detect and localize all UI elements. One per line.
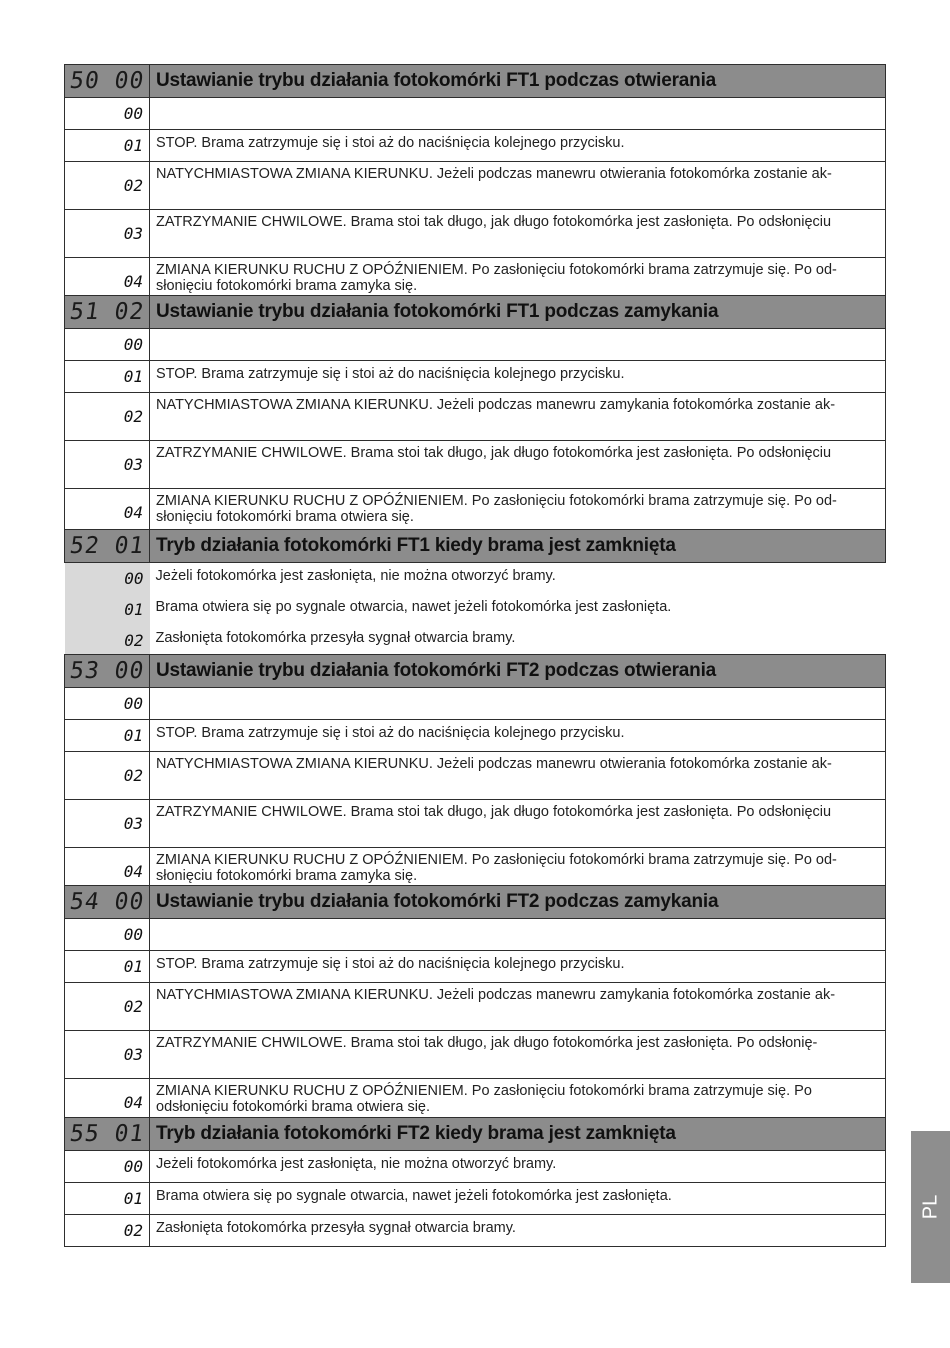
option-value: 01 [65,951,150,983]
table-row [65,800,886,848]
option-description: ZATRZYMANIE CHWILOWE. Brama stoi tak długo, jak długo fotokomórka jest zasłonięta. Po odsłonięciu [150,210,886,258]
table-row [65,1183,886,1215]
table-row [65,720,886,752]
option-description [150,329,886,361]
option-description: Zasłonięta fotokomórka przesyła sygnał otwarcia bramy. [155,630,516,646]
option-description: NATYCHMIASTOWA ZMIANA KIERUNKU. Jeżeli podczas manewru zamykania fotokomórka zostanie ak- [150,983,886,1031]
option-description: ZATRZYMANIE CHWILOWE. Brama stoi tak długo, jak długo fotokomórka jest zasłonięta. Po odsłonięciu [150,800,886,848]
table-row [65,1031,886,1079]
table-header [65,886,886,919]
table-row [65,98,886,130]
table-row [65,951,886,983]
param-code: 53 00 [68,658,147,684]
option-value: 02 [65,625,150,656]
param-code: 52 01 [68,533,147,559]
desc-line-2: słonięciu fotokomórki brama otwiera się. [156,509,414,525]
param-code: 50 00 [68,68,147,94]
param-table-53 [64,654,886,896]
option-value: 04 [65,848,150,896]
table-row [65,441,886,489]
language-tab [911,1131,950,1283]
option-value: 00 [65,1151,150,1183]
option-value: 00 [65,329,150,361]
table-row [65,983,886,1031]
param-code: 51 02 [68,299,147,325]
param-title: Ustawianie trybu działania fotokomórki FT1 podczas zamykania [150,296,886,329]
option-description: STOP. Brama zatrzymuje się i stoi aż do naciśnięcia kolejnego przycisku. [150,361,886,393]
option-value: 01 [65,1183,150,1215]
param-title: Tryb działania fotokomórki FT2 kiedy brama jest zamknięta [150,1118,886,1151]
table-row [65,594,886,625]
table-row [65,919,886,951]
table-header [65,296,886,329]
param-table-55 [64,1117,886,1247]
desc-line-1: ZMIANA KIERUNKU RUCHU Z OPÓŹNIENIEM. Po zasłonięciu fotokomórki brama zatrzymuje się. Po od- [156,493,837,509]
param-code: 55 01 [68,1121,147,1147]
table-row [65,1215,886,1247]
option-description [150,919,886,951]
table-row [65,210,886,258]
option-value: 03 [65,1031,150,1079]
option-value: 01 [65,361,150,393]
option-value: 01 [65,594,150,625]
desc-line-2: odsłonięciu fotokomórki brama otwiera się. [156,1099,431,1115]
option-description [150,98,886,130]
param-table-52 [64,529,886,656]
option-value: 04 [65,489,150,537]
option-value: 00 [65,688,150,720]
desc-line-1: ZMIANA KIERUNKU RUCHU Z OPÓŹNIENIEM. Po zasłonięciu fotokomórki brama zatrzymuje się. Po [156,1083,812,1099]
option-value: 02 [65,752,150,800]
table-row [65,393,886,441]
table-row [65,361,886,393]
option-value: 00 [65,563,150,595]
param-table-50 [64,64,886,306]
table-row [65,688,886,720]
table-row [65,130,886,162]
option-value: 02 [65,1215,150,1247]
option-description: Jeżeli fotokomórka jest zasłonięta, nie można otworzyć bramy. [150,1151,886,1183]
option-value: 02 [65,162,150,210]
table-row [65,752,886,800]
option-description: Brama otwiera się po sygnale otwarcia, nawet jeżeli fotokomórka jest zasłonięta. [150,1183,886,1215]
option-description: STOP. Brama zatrzymuje się i stoi aż do naciśnięcia kolejnego przycisku. [150,130,886,162]
param-title: Ustawianie trybu działania fotokomórki FT2 podczas zamykania [150,886,886,919]
table-header [65,1118,886,1151]
option-description: Brama otwiera się po sygnale otwarcia, nawet jeżeli fotokomórka jest zasłonięta. [155,599,672,615]
option-value: 02 [65,393,150,441]
option-value: 02 [65,983,150,1031]
table-header [65,530,886,563]
option-description: ZATRZYMANIE CHWILOWE. Brama stoi tak długo, jak długo fotokomórka jest zasłonięta. Po odsłonię- [150,1031,886,1079]
option-description [150,688,886,720]
table-row [65,329,886,361]
option-description: STOP. Brama zatrzymuje się i stoi aż do naciśnięcia kolejnego przycisku. [150,720,886,752]
option-description: Jeżeli fotokomórka jest zasłonięta, nie można otworzyć bramy. [155,568,556,584]
desc-line-2: słonięciu fotokomórki brama zamyka się. [156,868,418,884]
param-table-54 [64,885,886,1127]
table-row [65,162,886,210]
language-tab-label: PL [919,1194,941,1220]
option-description: Zasłonięta fotokomórka przesyła sygnał otwarcia bramy. [150,1215,886,1247]
option-value: 03 [65,441,150,489]
desc-line-2: słonięciu fotokomórki brama zamyka się. [156,278,418,294]
option-value: 00 [65,98,150,130]
option-description: NATYCHMIASTOWA ZMIANA KIERUNKU. Jeżeli podczas manewru otwierania fotokomórka zostanie ak- [150,752,886,800]
param-title: Ustawianie trybu działania fotokomórki FT1 podczas otwierania [150,65,886,98]
table-row [65,1151,886,1183]
option-value: 00 [65,919,150,951]
option-value: 04 [65,1079,150,1127]
param-title: Ustawianie trybu działania fotokomórki FT2 podczas otwierania [150,655,886,688]
option-description: ZATRZYMANIE CHWILOWE. Brama stoi tak długo, jak długo fotokomórka jest zasłonięta. Po odsłonięciu [150,441,886,489]
option-value: 03 [65,210,150,258]
table-row [65,625,886,656]
option-value: 03 [65,800,150,848]
table-header [65,65,886,98]
option-value: 01 [65,720,150,752]
option-description: NATYCHMIASTOWA ZMIANA KIERUNKU. Jeżeli podczas manewru zamykania fotokomórka zostanie ak- [150,393,886,441]
option-value: 01 [65,130,150,162]
table-header [65,655,886,688]
desc-line-1: ZMIANA KIERUNKU RUCHU Z OPÓŹNIENIEM. Po zasłonięciu fotokomórki brama zatrzymuje się. Po od- [156,262,837,278]
param-title: Tryb działania fotokomórki FT1 kiedy brama jest zamknięta [150,530,886,563]
desc-line-1: ZMIANA KIERUNKU RUCHU Z OPÓŹNIENIEM. Po zasłonięciu fotokomórki brama zatrzymuje się. Po od- [156,852,837,868]
option-description: STOP. Brama zatrzymuje się i stoi aż do naciśnięcia kolejnego przycisku. [150,951,886,983]
param-table-51 [64,295,886,537]
option-description: NATYCHMIASTOWA ZMIANA KIERUNKU. Jeżeli podczas manewru otwierania fotokomórka zostanie ak- [150,162,886,210]
table-row [65,563,886,595]
param-code: 54 00 [68,889,147,915]
option-value: 04 [65,258,150,306]
